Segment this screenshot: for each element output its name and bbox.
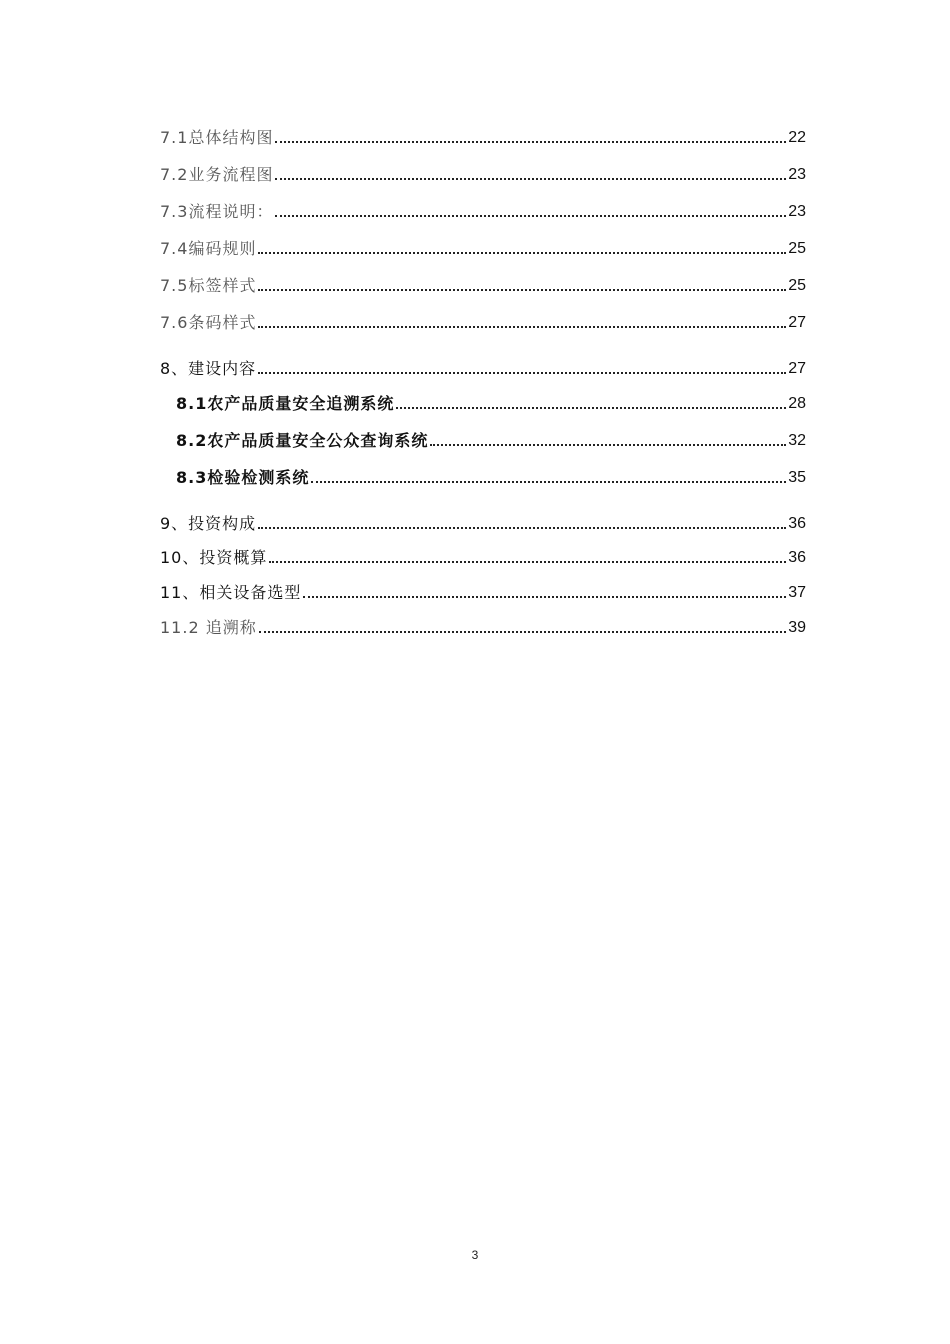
- toc-entry-page: 27: [788, 360, 806, 377]
- toc-entry[interactable]: [176, 466, 806, 488]
- toc-entry-page: 25: [788, 240, 806, 257]
- toc-entry[interactable]: [160, 126, 806, 148]
- dot-leader: [258, 252, 786, 254]
- dot-leader: [396, 407, 786, 409]
- dot-leader: [303, 596, 786, 598]
- toc-entry[interactable]: [160, 357, 806, 379]
- toc-entry[interactable]: [160, 546, 806, 568]
- toc-entry-label: 10、投资概算: [160, 548, 268, 567]
- dot-leader: [430, 444, 786, 446]
- dot-leader: [269, 561, 786, 563]
- toc-entry-page: 39: [788, 619, 806, 636]
- dot-leader: [259, 631, 786, 633]
- toc-entry-page: 32: [788, 432, 806, 449]
- toc-entry-page: 35: [788, 469, 806, 486]
- toc-entry[interactable]: [160, 581, 806, 603]
- toc-entry-page: 36: [788, 549, 806, 566]
- toc-entry-label: 7.5标签样式: [160, 276, 257, 295]
- dot-leader: [258, 527, 786, 529]
- toc-entry-label: 11.2 追溯称: [160, 618, 257, 637]
- toc-entry-label: 7.1总体结构图: [160, 128, 274, 147]
- toc-entry[interactable]: [160, 512, 806, 534]
- toc-entry-label: 8、建设内容: [160, 359, 257, 378]
- toc-entry-page: 22: [788, 129, 806, 146]
- toc-entry-label: 7.2业务流程图: [160, 165, 274, 184]
- toc-entry[interactable]: [160, 163, 806, 185]
- toc-entry-page: 36: [788, 515, 806, 532]
- dot-leader: [311, 481, 786, 483]
- toc-entry-label: 9、投资构成: [160, 514, 257, 533]
- toc-entry-label: 8.1农产品质量安全追溯系统: [176, 394, 395, 413]
- toc-entry[interactable]: [160, 616, 806, 638]
- toc-entry-label: 11、相关设备选型: [160, 583, 302, 602]
- toc-entry-label: 7.4编码规则: [160, 239, 257, 258]
- toc-entry-label: 8.2农产品质量安全公众查询系统: [176, 431, 429, 450]
- dot-leader: [258, 372, 786, 374]
- toc-entry-label: 7.6条码样式: [160, 313, 257, 332]
- toc-entry[interactable]: [176, 429, 806, 451]
- dot-leader: [258, 289, 786, 291]
- dot-leader: [275, 178, 786, 180]
- toc-entry[interactable]: [160, 311, 806, 333]
- toc-entry-page: 37: [788, 584, 806, 601]
- toc-entry-page: 23: [788, 203, 806, 220]
- toc-entry-label: 7.3流程说明：: [160, 202, 274, 221]
- dot-leader: [275, 215, 786, 217]
- dot-leader: [275, 141, 786, 143]
- toc-entry[interactable]: [160, 274, 806, 296]
- toc-entry-label: 8.3检验检测系统: [176, 468, 310, 487]
- toc-entry-page: 28: [788, 395, 806, 412]
- toc-entry[interactable]: [176, 392, 806, 414]
- toc-entry[interactable]: [160, 200, 806, 222]
- toc-entry-page: 27: [788, 314, 806, 331]
- toc-entry-page: 23: [788, 166, 806, 183]
- toc-entry[interactable]: [160, 237, 806, 259]
- toc-entry-page: 25: [788, 277, 806, 294]
- dot-leader: [258, 326, 786, 328]
- page-number: 3: [471, 1248, 479, 1262]
